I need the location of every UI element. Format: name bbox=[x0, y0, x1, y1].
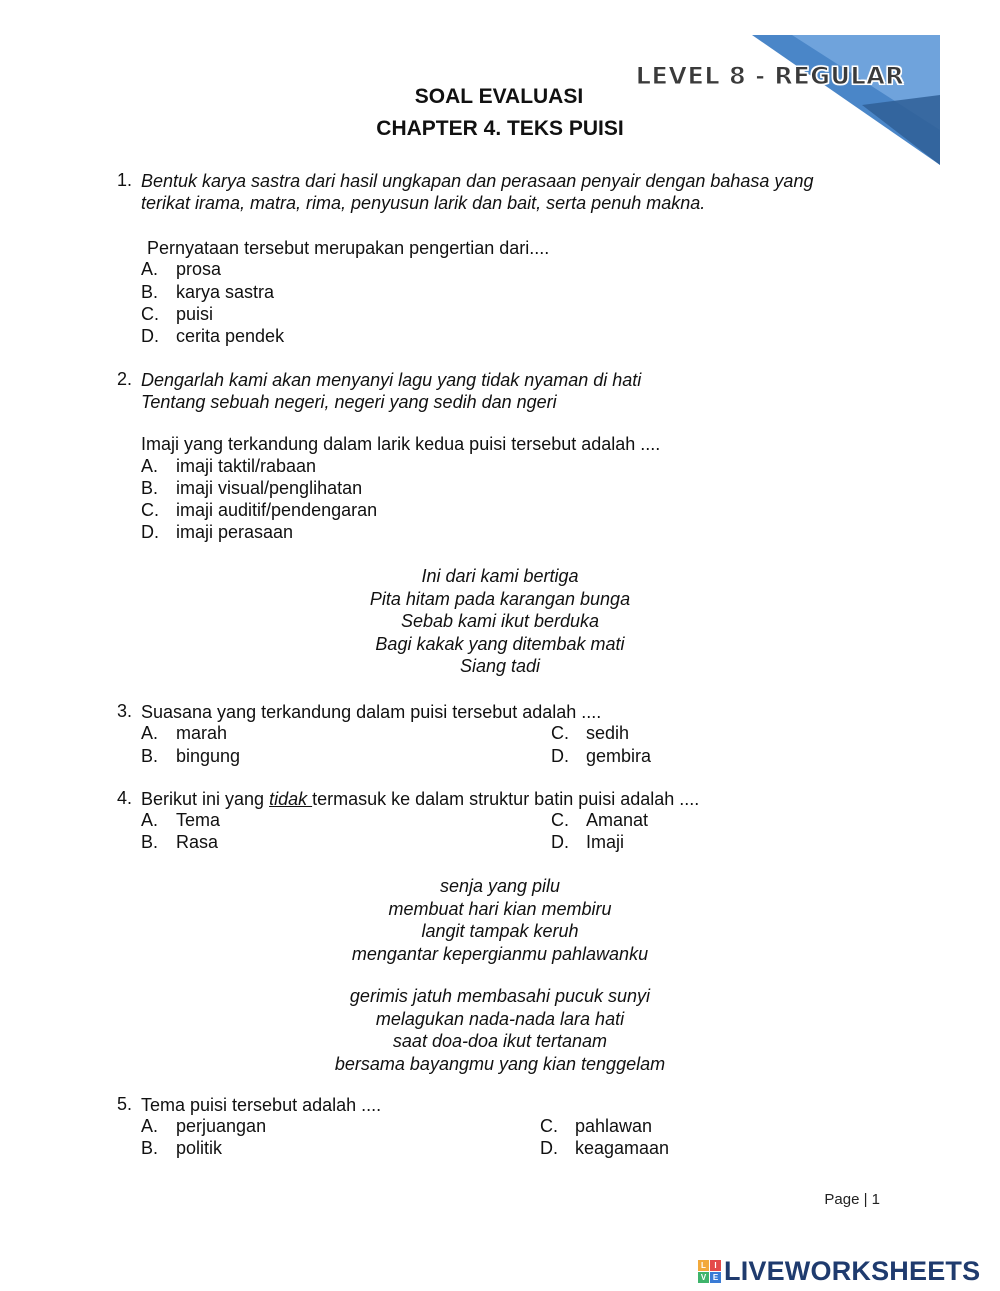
answer-option[interactable]: A. marah bbox=[141, 723, 228, 743]
poem-line: Pita hitam pada karangan bunga bbox=[369, 588, 631, 609]
emphasis-word: tidak bbox=[269, 789, 313, 809]
poem-line: bersama bayangmu yang kian tenggelam bbox=[334, 1053, 666, 1074]
answer-option[interactable]: C. sedih bbox=[551, 723, 630, 743]
question-prompt: Pernyataan tersebut merupakan pengertian dari.... bbox=[147, 238, 550, 258]
answer-option[interactable]: D. imaji perasaan bbox=[141, 522, 294, 542]
answer-option[interactable]: A. Tema bbox=[141, 810, 221, 830]
level-badge: LEVEL 8 - REGULAR bbox=[635, 62, 905, 90]
poem-line: langit tampak keruh bbox=[421, 921, 579, 941]
question-stem-line: terikat irama, matra, rima, penyusun larik dan bait, serta penuh makna. bbox=[141, 193, 706, 213]
question-prompt: Suasana yang terkandung dalam puisi tersebut adalah .... bbox=[141, 702, 602, 722]
answer-option[interactable]: C. Amanat bbox=[551, 810, 649, 830]
answer-option[interactable]: A. imaji taktil/rabaan bbox=[141, 456, 317, 476]
answer-option[interactable]: A. prosa bbox=[141, 259, 222, 279]
question-stem-line: Tentang sebuah negeri, negeri yang sedih dan ngeri bbox=[141, 392, 557, 412]
answer-option[interactable]: D. cerita pendek bbox=[141, 326, 285, 346]
page-title: SOAL EVALUASI bbox=[414, 85, 584, 108]
answer-option[interactable]: B. imaji visual/penglihatan bbox=[141, 478, 363, 498]
answer-option[interactable]: C. imaji auditif/pendengaran bbox=[141, 500, 378, 520]
answer-option[interactable]: D. keagamaan bbox=[540, 1138, 670, 1158]
question-prompt: Tema puisi tersebut adalah .... bbox=[141, 1095, 382, 1115]
question-stem-line: Dengarlah kami akan menyanyi lagu yang tidak nyaman di hati bbox=[141, 370, 642, 390]
answer-option[interactable]: A. perjuangan bbox=[141, 1116, 267, 1136]
page-number: Page | 1 bbox=[824, 1191, 880, 1208]
answer-option[interactable]: C. pahlawan bbox=[540, 1116, 653, 1136]
poem-stanza-2 bbox=[0, 985, 1000, 1075]
question-prompt: Imaji yang terkandung dalam larik kedua puisi tersebut adalah .... bbox=[141, 434, 661, 454]
logo-text: LIVEWORKSHEETS bbox=[724, 1255, 981, 1286]
poem-excerpt bbox=[0, 565, 1000, 678]
answer-option[interactable]: C. puisi bbox=[141, 304, 214, 324]
poem-line: mengantar kepergianmu pahlawanku bbox=[351, 943, 649, 964]
question-number: 1. bbox=[117, 170, 133, 190]
question-number: 2. bbox=[117, 369, 133, 389]
poem-line: saat doa-doa ikut tertanam bbox=[392, 1031, 608, 1051]
poem-line: Sebab kami ikut berduka bbox=[400, 611, 600, 631]
poem-line: melagukan nada-nada lara hati bbox=[375, 1008, 625, 1029]
answer-option[interactable]: B. bingung bbox=[141, 746, 241, 766]
poem-line: membuat hari kian membiru bbox=[388, 898, 612, 919]
question-prompt: Berikut ini yang tidak termasuk ke dalam struktur batin puisi adalah .... bbox=[141, 789, 700, 809]
poem-line: Ini dari kami bertiga bbox=[421, 566, 579, 586]
poem-line: senja yang pilu bbox=[439, 876, 561, 896]
poem-line: Bagi kakak yang ditembak mati bbox=[375, 633, 625, 654]
poem-line: gerimis jatuh membasahi pucuk sunyi bbox=[349, 986, 651, 1006]
answer-option[interactable]: D. Imaji bbox=[551, 832, 625, 852]
answer-option[interactable]: B. politik bbox=[141, 1138, 223, 1158]
question-number: 3. bbox=[117, 701, 133, 721]
question-stem-line: Bentuk karya sastra dari hasil ungkapan dan perasaan penyair dengan bahasa yang bbox=[141, 171, 814, 191]
question-number: 5. bbox=[117, 1094, 133, 1114]
liveworksheets-logo[interactable] bbox=[698, 1256, 980, 1286]
chapter-title: CHAPTER 4. TEKS PUISI bbox=[376, 117, 624, 140]
logo-mark-icon: L I V E bbox=[698, 1260, 721, 1283]
poem-line: Siang tadi bbox=[459, 656, 541, 676]
question-number: 4. bbox=[117, 788, 133, 808]
answer-option[interactable]: D. gembira bbox=[551, 746, 652, 766]
poem-stanza-1 bbox=[0, 875, 1000, 965]
answer-option[interactable]: B. Rasa bbox=[141, 832, 219, 852]
answer-option[interactable]: B. karya sastra bbox=[141, 282, 275, 302]
